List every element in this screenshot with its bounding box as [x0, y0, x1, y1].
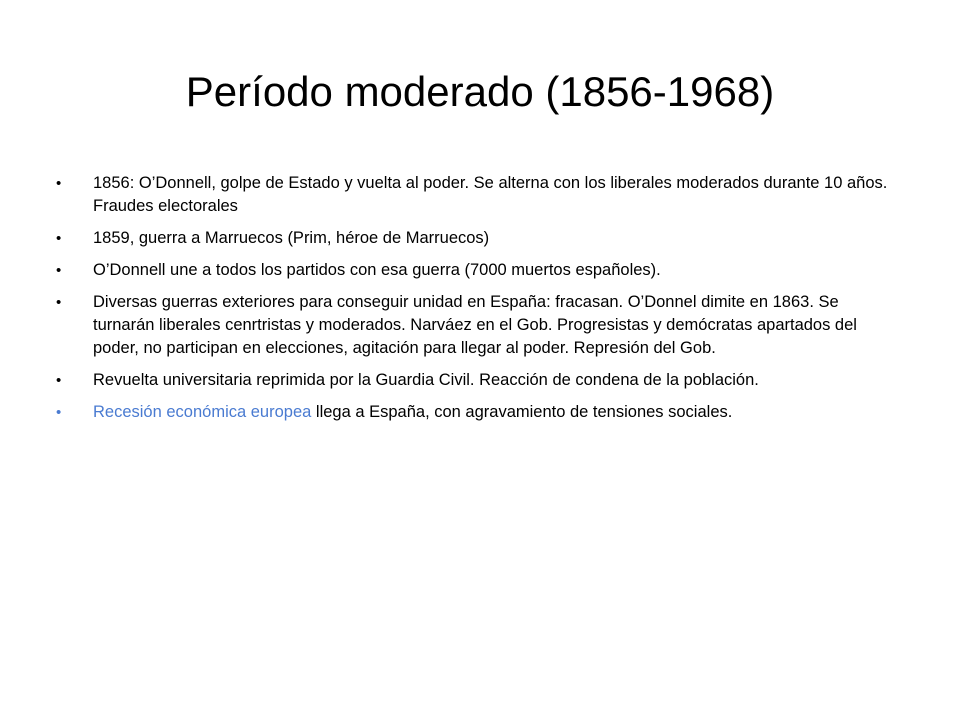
- bullet-text: Revuelta universitaria reprimida por la Guardia Civil. Reacción de condena de la población.: [93, 371, 759, 389]
- bullet-icon: •: [56, 404, 62, 421]
- bullet-item: [56, 172, 896, 218]
- bullet-text: 1856: O’Donnell, golpe de Estado y vuelta al poder. Se alterna con los liberales moderados durante 10 años. Fraudes electorales: [93, 174, 888, 215]
- bullet-item: [56, 369, 896, 392]
- bullet-text: Diversas guerras exteriores para conseguir unidad en España: fracasan. O’Donnel dimite en 1863. Se turnarán liberales cenrtristas y moderados. Narváez en el Gob. Progresistas y demócratas apartados del poder, no participan en elecciones, agitación para llegar al poder. Represión del Gob.: [93, 293, 857, 357]
- highlighted-phrase: Recesión económica europea: [93, 403, 312, 421]
- bullet-icon: •: [56, 262, 62, 279]
- bullet-icon: •: [56, 175, 62, 192]
- bullet-item: [56, 291, 896, 360]
- bullet-icon: •: [56, 294, 62, 311]
- bullet-item-highlighted: [56, 401, 896, 424]
- bullet-item: [56, 227, 896, 250]
- bullet-text: 1859, guerra a Marruecos (Prim, héroe de Marruecos): [93, 229, 490, 247]
- bullet-text: O’Donnell une a todos los partidos con esa guerra (7000 muertos españoles).: [93, 261, 661, 279]
- bullet-icon: •: [56, 230, 62, 247]
- bullet-icon: •: [56, 372, 62, 389]
- bullet-text: [93, 403, 732, 421]
- bullet-item: [56, 259, 896, 282]
- bullet-text-rest: llega a España, con agravamiento de tensiones sociales.: [311, 403, 733, 421]
- bullet-list: [56, 172, 896, 433]
- slide-title: Período moderado (1856-1968): [185, 68, 775, 115]
